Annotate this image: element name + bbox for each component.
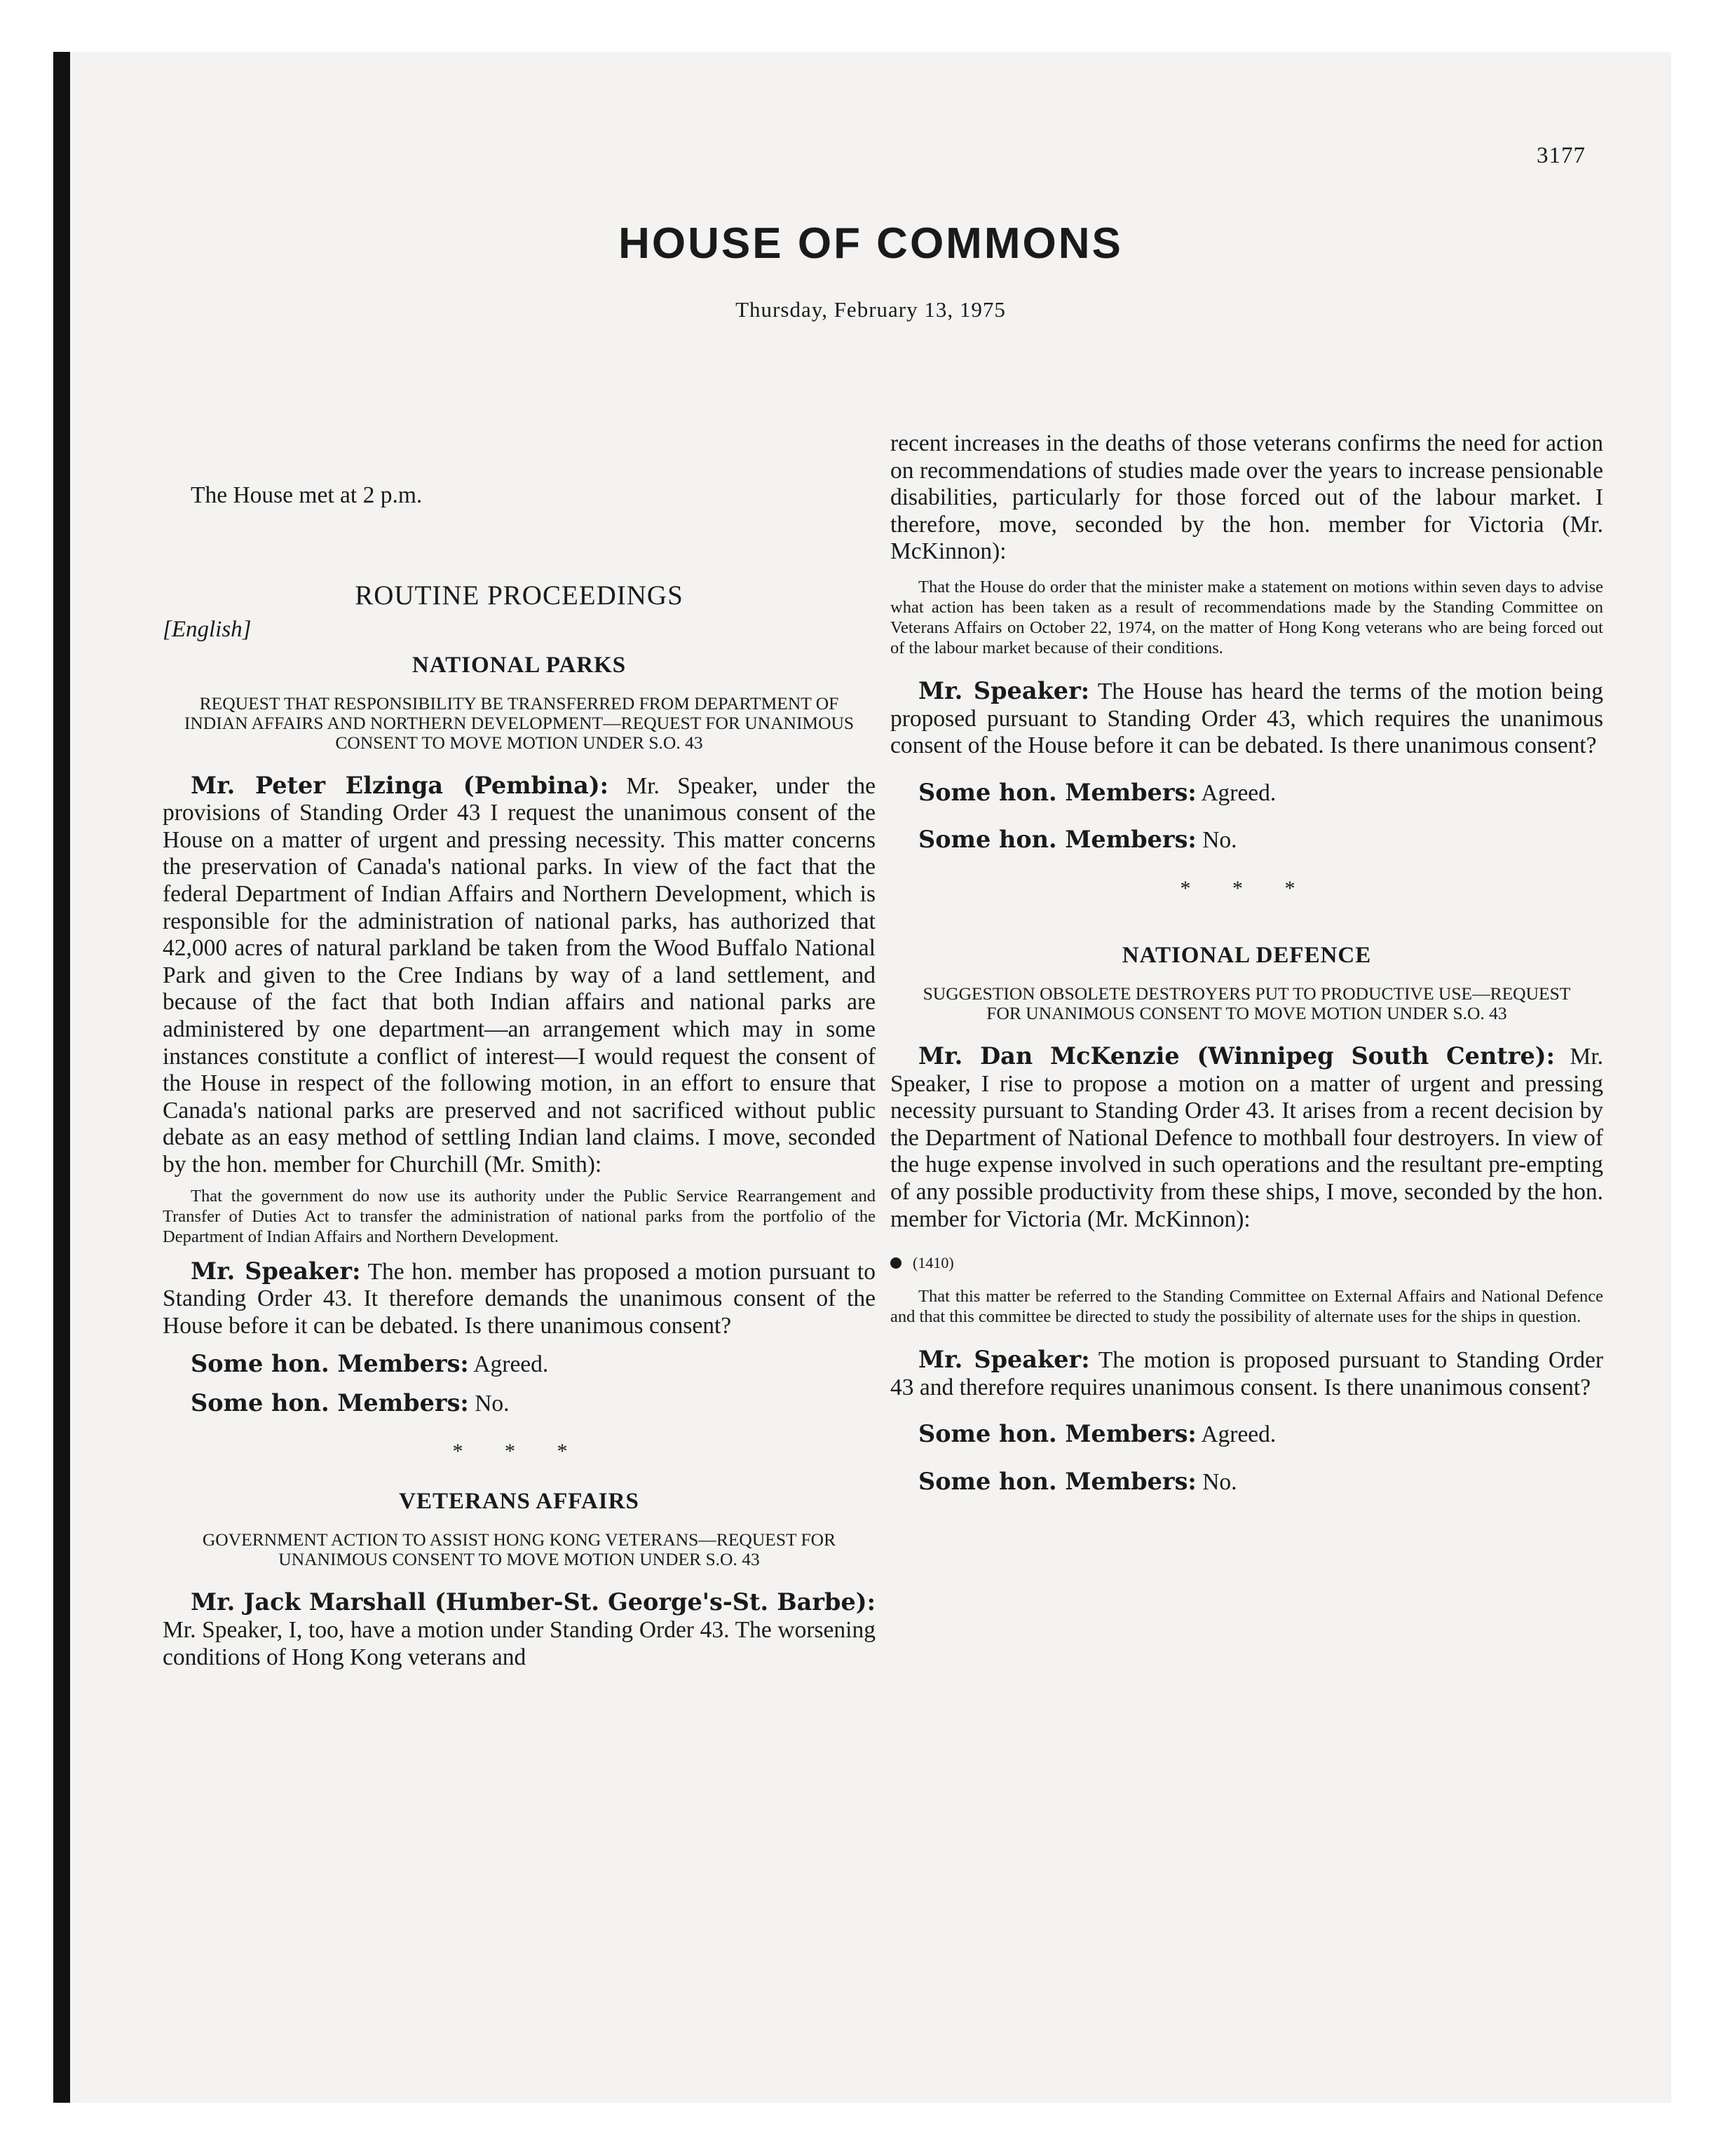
speaker-name: Mr. Speaker: — [191, 1257, 361, 1285]
members-agreed — [163, 1351, 876, 1379]
speaker-name: Mr. Speaker: — [918, 676, 1090, 704]
speech-text: No. — [475, 1390, 510, 1417]
bullet-dot-icon — [890, 1257, 901, 1269]
dateline: Thursday, February 13, 1975 — [735, 297, 1006, 322]
masthead-title: HOUSE OF COMMONS — [618, 219, 1123, 268]
left-column — [163, 430, 876, 1671]
speech-mckenzie — [890, 1043, 1603, 1233]
members-agreed — [890, 1421, 1603, 1449]
speech-text: Mr. Speaker, under the provisions of Standing Order 43 I request the unanimous consent of the House on a matter of urgent and pressing necessity. This matter concerns the preservation of Canada's national parks. In view of the fact that the federal Department of Indian Affairs and Northern Development, which is responsible for the administration of national parks, has authorized that 42,000 acres of natural parkland be taken from the Wood Buffalo National Park and given to the Cree Indians by way of a land settlement, and because of the fact that both Indian affairs and national parks are administered by one department—an arrangement which may in some instances constitute a conflict of interest—I would request the consent of the House in respect of the following motion, in an effort to ensure that Canada's national parks are preserved and not sacrificed without public debate as an easy method of settling Indian land claims. I move, seconded by the hon. member for Churchill (Mr. Smith): — [163, 772, 876, 1178]
speaker-name: Mr. Speaker: — [918, 1346, 1090, 1374]
timestamp-text: (1410) — [913, 1254, 954, 1272]
section-heading-routine-proceedings: ROUTINE PROCEEDINGS — [355, 580, 683, 610]
motion-veterans: That the House do order that the minister make a statement on motions within seven days to advise what action has been taken as a result of recommendations made by the Standing Committee on Veterans Affairs on October 22, 1974, on the matter of Hong Kong veterans who are being forced out of the labour market because of their conditions. — [890, 577, 1603, 657]
reply-speaker-veterans — [890, 678, 1603, 760]
speaker-name: Some hon. Members: — [918, 778, 1197, 806]
speech-text: Agreed. — [1201, 1421, 1277, 1448]
members-no — [890, 826, 1603, 854]
speaker-name: Mr. Dan McKenzie (Winnipeg South Centre): — [918, 1042, 1555, 1070]
motion-national-parks: That the government do now use its authority under the Public Service Rearrangement and Transfer of Duties Act to transfer the administration of national parks from the portfolio of the Department of Indian Affairs and Northern Development. — [163, 1186, 876, 1246]
speech-text: The House has heard the terms of the motion being proposed pursuant to Standing Order 43, which requires the unanimous consent of the House before it can be debated. Is there unanimous consent? — [890, 678, 1603, 759]
section-separator: * * * — [1180, 876, 1314, 900]
members-agreed — [890, 779, 1603, 807]
speaker-name: Mr. Jack Marshall (Humber-St. George's-St. Barbe): — [191, 1588, 876, 1616]
speech-text: Mr. Speaker, I, too, have a motion under Standing Order 43. The worsening conditions of Hong Kong veterans and — [163, 1617, 876, 1670]
speaker-name: Some hon. Members: — [918, 826, 1197, 854]
speech-text: No. — [1202, 827, 1237, 854]
reply-speaker-national-parks — [163, 1258, 876, 1340]
right-column — [890, 430, 1603, 1496]
topic-national-parks: REQUEST THAT RESPONSIBILITY BE TRANSFERRED FROM DEPARTMENT OF INDIAN AFFAIRS AND NORTHERN DEVELOPMENT—REQUEST FOR UNANIMOUS CONSENT TO MOVE MOTION UNDER S.O. 43 — [184, 692, 855, 753]
speaker-name: Some hon. Members: — [191, 1389, 469, 1417]
speech-text: The hon. member has proposed a motion pursuant to Standing Order 43. It therefore demands the unanimous consent of the House before it can be debated. Is there unanimous consent? — [163, 1258, 876, 1339]
reply-speaker-defence — [890, 1346, 1603, 1401]
speech-text: Mr. Speaker, I rise to propose a motion on a matter of urgent and pressing necessity pursuant to Standing Order 43. It arises from a recent decision by the Department of National Defence to mothball four destroyers. In view of the huge expense involved in such operations and the resultant pre-empting of any possible productivity from these ships, I move, seconded by the hon. member for Victoria (Mr. McKinnon): — [890, 1043, 1604, 1232]
speech-text: Agreed. — [473, 1351, 549, 1378]
page-number: 3177 — [1537, 143, 1586, 168]
house-met-line: The House met at 2 p.m. — [191, 482, 423, 508]
motion-national-defence: That this matter be referred to the Standing Committee on External Affairs and National Defence and that this committee be directed to study the possibility of alternate uses for the ships in question. — [890, 1287, 1603, 1327]
heading-national-defence: NATIONAL DEFENCE — [1122, 942, 1372, 968]
document-page — [70, 52, 1671, 2103]
heading-national-parks: NATIONAL PARKS — [411, 652, 627, 678]
speech-marshall — [163, 1589, 876, 1671]
language-note: [English] — [163, 616, 252, 642]
timestamp-marker — [890, 1254, 1603, 1272]
speech-text: No. — [1202, 1468, 1237, 1495]
topic-veterans-affairs: GOVERNMENT ACTION TO ASSIST HONG KONG VETERANS—REQUEST FOR UNANIMOUS CONSENT TO MOVE MOTION UNDER S.O. 43 — [202, 1529, 836, 1570]
heading-veterans-affairs: VETERANS AFFAIRS — [399, 1489, 639, 1515]
speech-text: Agreed. — [1201, 779, 1277, 806]
members-no — [163, 1390, 876, 1418]
speaker-name: Mr. Peter Elzinga (Pembina): — [191, 771, 609, 799]
section-separator: * * * — [452, 1440, 586, 1464]
speech-text: The motion is proposed pursuant to Standing Order 43 and therefore requires unanimous consent. Is there unanimous consent? — [890, 1347, 1603, 1400]
speaker-name: Some hon. Members: — [191, 1350, 469, 1378]
speaker-name: Some hon. Members: — [918, 1420, 1197, 1448]
topic-national-defence: SUGGESTION OBSOLETE DESTROYERS PUT TO PRODUCTIVE USE—REQUEST FOR UNANIMOUS CONSENT TO MOVE MOTION UNDER S.O. 43 — [923, 983, 1571, 1023]
members-no — [890, 1468, 1603, 1496]
speaker-name: Some hon. Members: — [918, 1467, 1197, 1495]
continued-speech-marshall: recent increases in the deaths of those veterans confirms the need for action on recommendations of studies made over the years to increase pensionable disabilities, particularly for those forced out of the labour market. I therefore, move, seconded by the hon. member for Victoria (Mr. McKinnon): — [890, 430, 1603, 565]
scan-border — [53, 52, 70, 2103]
speech-elzinga — [163, 772, 876, 1179]
